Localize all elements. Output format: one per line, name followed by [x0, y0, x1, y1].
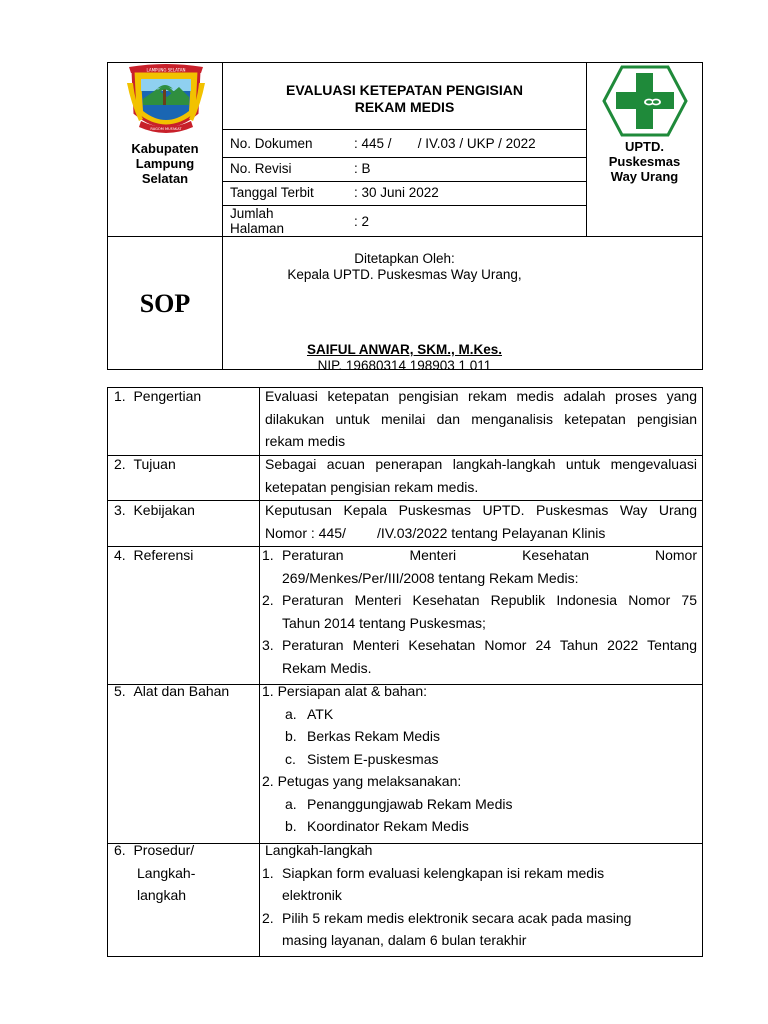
reference-list — [262, 544, 697, 679]
group-title: 1. Persiapan alat & bahan: — [262, 683, 428, 699]
list-letter: a. — [285, 795, 297, 812]
reference-item — [262, 544, 697, 589]
content-line: Sebagai acuan penerapan langkah-langkah untuk mengevaluasi — [265, 456, 697, 472]
sop-header-table — [107, 62, 703, 373]
section-number: 4. — [114, 547, 126, 563]
meta-label-pages-line-2: Halaman — [230, 221, 285, 236]
approver-nip: NIP. 19680314 198903 1 011 — [317, 358, 492, 373]
list-item — [262, 815, 697, 838]
procedure-step — [262, 862, 697, 907]
content-line: Peraturan Menteri Kesehatan Republik Indonesia Nomor 75 — [282, 592, 697, 608]
section-number: 2. — [114, 456, 126, 472]
meta-value-document-number: : 445 / / IV.03 / UKP / 2022 — [354, 136, 536, 151]
header-hline — [222, 157, 587, 158]
list-number: 1. — [262, 864, 274, 881]
puskesmas-logo-icon — [602, 65, 688, 137]
list-number: 1. — [262, 547, 274, 563]
section-number: 1. — [114, 388, 126, 404]
puskesmas-line-2: Puskesmas — [608, 154, 681, 169]
list-letter: b. — [285, 728, 297, 744]
section-label: Pengertian — [133, 388, 202, 404]
header-hline — [222, 129, 587, 130]
meta-value-revision: : B — [354, 161, 371, 176]
section-label: Tujuan — [133, 456, 176, 472]
list-text: ATK — [307, 705, 334, 722]
meta-value-pages: : 2 — [354, 214, 370, 229]
section-label: Prosedur/ — [133, 842, 195, 858]
section-label-cell — [114, 839, 259, 907]
procedure-step — [262, 907, 697, 952]
section-number: 6. — [114, 842, 126, 858]
section-content — [262, 544, 697, 679]
approver-name: SAIFUL ANWAR, SKM., M.Kes. — [306, 342, 502, 357]
list-item — [262, 793, 697, 816]
document-title-line-2: REKAM MEDIS — [354, 99, 455, 115]
section-label-cell — [114, 499, 259, 522]
list-item — [262, 725, 697, 748]
content-line: Tahun 2014 tentang Puskesmas; — [282, 614, 486, 631]
emblem-top-text: LAMPUNG SELATAN — [146, 67, 186, 73]
group-title: 2. Petugas yang melaksanakan: — [262, 773, 462, 789]
content-line: 269/Menkes/Per/III/2008 tentang Rekam Medis: — [282, 569, 579, 586]
section-content — [265, 499, 697, 544]
section-row-references — [108, 547, 702, 685]
section-row-policy — [108, 501, 702, 547]
puskesmas-name — [587, 139, 702, 184]
meta-label-pages — [230, 206, 284, 236]
section-label: Kebijakan — [133, 502, 195, 518]
content-line: Evaluasi ketepatan pengisian rekam medis adalah proses yang — [265, 388, 697, 404]
section-label-cell — [114, 680, 259, 703]
meta-label-issue-date: Tanggal Terbit — [230, 185, 314, 200]
section-content — [265, 453, 697, 498]
section-number: 5. — [114, 683, 126, 699]
approval-heading: Ditetapkan Oleh: — [354, 251, 455, 266]
puskesmas-line-3: Way Urang — [610, 169, 679, 184]
meta-label-document-number: No. Dokumen — [230, 136, 313, 151]
regency-line-1: Kabupaten — [131, 141, 199, 156]
list-item — [262, 748, 697, 771]
section-label-cell — [114, 544, 259, 567]
officers-list — [262, 793, 697, 838]
section-label-line-3: langkah — [137, 887, 187, 903]
section-label: Alat dan Bahan — [133, 683, 230, 699]
list-number: 2. — [262, 592, 274, 608]
document-title — [223, 82, 586, 116]
section-content — [262, 839, 697, 952]
puskesmas-line-1: UPTD. — [625, 139, 664, 154]
reference-item — [262, 634, 697, 679]
content-line: Rekam Medis. — [282, 659, 372, 676]
regency-line-2: Lampung — [135, 156, 195, 171]
section-label-cell — [114, 387, 259, 408]
list-letter: b. — [285, 818, 297, 834]
list-text: Penanggungjawab Rekam Medis — [307, 795, 513, 812]
emblem-bottom-text: RAGOM MUFAKAT — [150, 127, 182, 131]
section-content — [265, 387, 697, 453]
content-line: dilakukan untuk menilai dan menganalisis ketepatan pengisian — [265, 410, 697, 427]
header-hline-full — [108, 236, 702, 237]
section-row-procedure — [108, 844, 702, 957]
meta-label-revision: No. Revisi — [230, 161, 292, 176]
content-line: Keputusan Kepala Puskesmas UPTD. Puskesmas Way Urang — [265, 502, 697, 518]
approval-position: Kepala UPTD. Puskesmas Way Urang, — [287, 267, 522, 282]
content-line: Pilih 5 rekam medis elektronik secara acak pada masing — [282, 909, 632, 926]
procedure-steps — [262, 862, 697, 952]
list-letter: c. — [285, 750, 296, 767]
content-line: Peraturan Menteri Kesehatan Nomor 24 Tahun 2022 Tentang — [282, 637, 697, 653]
list-text: Koordinator Rekam Medis — [307, 818, 469, 834]
sop-label: SOP — [139, 289, 191, 318]
content-line: Nomor : 445/ /IV.03/2022 tentang Pelayanan Klinis — [265, 524, 606, 541]
regency-name — [108, 141, 222, 186]
section-number: 3. — [114, 502, 126, 518]
section-label: Referensi — [133, 547, 194, 563]
list-text: Berkas Rekam Medis — [307, 728, 441, 744]
section-row-definition — [108, 388, 702, 456]
list-number: 3. — [262, 637, 274, 653]
content-line: Siapkan form evaluasi kelengkapan isi rekam medis — [282, 864, 605, 881]
content-line: elektronik — [282, 887, 342, 903]
meta-label-pages-line-1: Jumlah — [230, 206, 274, 221]
section-label-cell — [114, 453, 259, 476]
header-hline — [222, 181, 587, 182]
section-label-line-2: Langkah- — [137, 864, 196, 881]
list-number: 2. — [262, 909, 274, 926]
list-item — [262, 703, 697, 726]
group-title: Langkah-langkah — [265, 842, 373, 858]
lampung-selatan-emblem-icon — [127, 63, 205, 139]
content-line: Peraturan Menteri Kesehatan Nomor — [282, 547, 697, 563]
document-title-line-1: EVALUASI KETEPATAN PENGISIAN — [286, 82, 523, 98]
meta-value-issue-date: : 30 Juni 2022 — [354, 185, 439, 200]
section-row-purpose — [108, 456, 702, 501]
tools-list — [262, 703, 697, 771]
content-line: ketepatan pengisian rekam medis. — [265, 478, 479, 495]
list-letter: a. — [285, 705, 297, 722]
section-content — [262, 680, 697, 838]
section-row-tools-materials — [108, 685, 702, 844]
content-line: masing layanan, dalam 6 bulan terakhir — [282, 932, 527, 948]
regency-line-3: Selatan — [141, 171, 189, 186]
content-line: rekam medis — [265, 433, 346, 449]
reference-item — [262, 589, 697, 634]
list-text: Sistem E-puskesmas — [307, 750, 439, 767]
sop-content-table — [107, 387, 703, 957]
